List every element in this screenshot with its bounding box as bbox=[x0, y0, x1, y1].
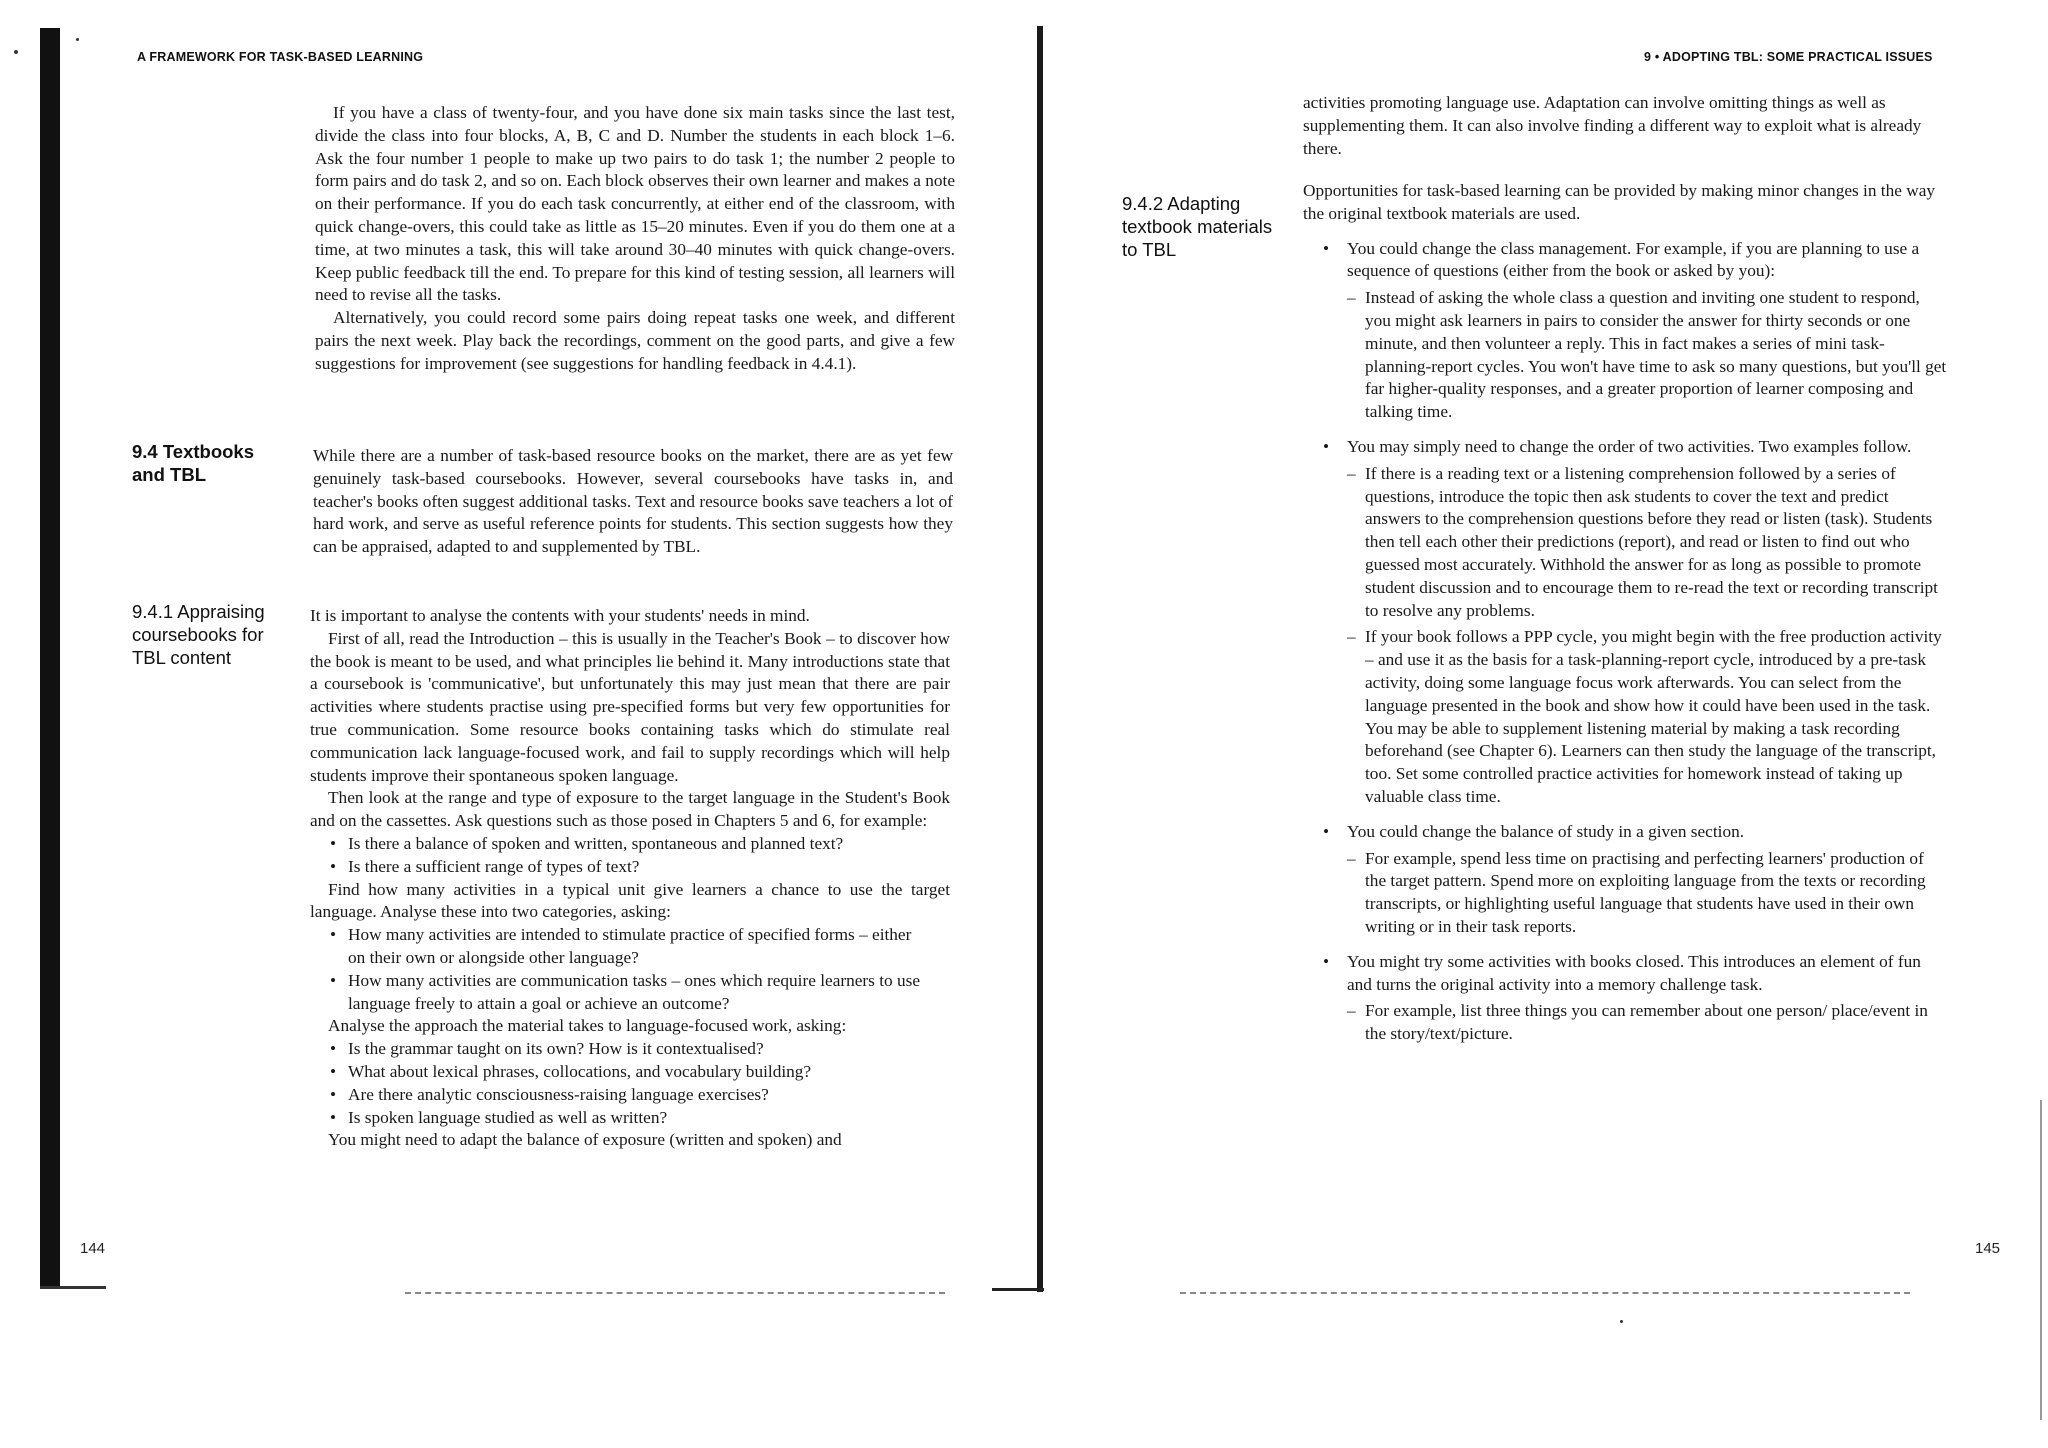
section-heading-9-4-2 bbox=[1122, 192, 1282, 261]
sub-item-text: Instead of asking the whole class a question and inviting one student to respond, you might ask learners in pairs to consider the answer for thirty seconds or one minute, and then volunteer a reply. This in fact makes a series of mini task-planning-report cycles. You won't have time to ask so many questions, but you'll get far higher-quality responses, and a greater proportion of learner composing and talking time. bbox=[1365, 288, 1947, 422]
scan-right-edge bbox=[2040, 1100, 2042, 1420]
sub-item-text: If your book follows a PPP cycle, you might begin with the free production activity – and use it as the basis for a task-planning-report cycle, introduced by a pre-task activity, doing some language focus work afterwards. You can select from the language presented in the book and show how it could have been used in the task. You may be able to supplement listening material by making a task recording beforehand (see Chapter 6). Learners can then study the language of the transcript, too. Set some controlled practice activities for homework instead of taking up valuable class time. bbox=[1365, 627, 1942, 806]
heading-line: 9.4.1 Appraising bbox=[132, 601, 265, 622]
paragraph: It is important to analyse the contents with your students' needs in mind. bbox=[310, 606, 810, 625]
scan-dash-line bbox=[1180, 1292, 1910, 1295]
list-item: • Are there analytic consciousness-raising language exercises? bbox=[326, 1084, 950, 1107]
scan-speck bbox=[1620, 1320, 1623, 1323]
heading-line: to TBL bbox=[1122, 239, 1177, 260]
list-item bbox=[1323, 238, 1948, 424]
section-9-4-text bbox=[313, 445, 953, 559]
right-page-number: 145 bbox=[1975, 1240, 2001, 1257]
list-item bbox=[1323, 951, 1948, 1046]
scan-edge-mark bbox=[40, 1286, 106, 1289]
sub-item-text: For example, list three things you can remember about one person/ place/event in the story/text/picture. bbox=[1365, 1001, 1928, 1044]
left-page-number: 144 bbox=[80, 1240, 106, 1257]
paragraph: Opportunities for task-based learning can be provided by making minor changes in the way the original textbook materials are used. bbox=[1303, 181, 1936, 223]
list-item: • Is there a balance of spoken and written, spontaneous and planned text? bbox=[326, 833, 950, 856]
sub-item bbox=[1347, 848, 1948, 939]
list-item: • What about lexical phrases, collocations, and vocabulary building? bbox=[326, 1061, 950, 1084]
heading-line: and TBL bbox=[132, 464, 206, 485]
bullet-list-activities bbox=[326, 924, 926, 1015]
list-item bbox=[1323, 436, 1948, 809]
scan-dash-line bbox=[405, 1292, 945, 1295]
heading-line: coursebooks for bbox=[132, 624, 264, 645]
dash: – bbox=[1347, 848, 1356, 868]
sub-item bbox=[1347, 626, 1948, 808]
paragraph: Analyse the approach the material takes to language-focused work, asking: bbox=[328, 1016, 847, 1036]
item-text: You could change the balance of study in a given section. bbox=[1347, 821, 1745, 841]
scan-speck bbox=[76, 38, 79, 41]
dash: – bbox=[1347, 288, 1356, 308]
right-continued-text bbox=[1303, 92, 1943, 160]
bullet-list-exposure bbox=[326, 833, 950, 879]
dash: – bbox=[1347, 463, 1356, 483]
sub-item bbox=[1347, 287, 1948, 424]
book-gutter bbox=[1037, 26, 1043, 1292]
sub-item-text: If there is a reading text or a listening comprehension followed by a series of questions, introduce the topic then ask students to cover the text and predict answers to the comprehension questions before they read or listen (task). Students then tell each other their predictions (report), and read or listen to find out who guessed most accurately. Withhold the answer for as long as possible to promote student discussion and to encourage them to re-read the text or recording transcript to resolve any problems. bbox=[1365, 463, 1938, 620]
item-text: You could change the class management. For example, if you are planning to use a sequence of questions (either from the book or asked by you): bbox=[1347, 238, 1920, 281]
item-text: You might try some activities with books closed. This introduces an element of fun and turns the original activity into a memory challenge task. bbox=[1347, 951, 1921, 994]
paragraph: You might need to adapt the balance of exposure (written and spoken) and bbox=[328, 1130, 842, 1150]
paragraph: First of all, read the Introduction – this is usually in the Teacher's Book – to discover how the book is meant to be used, and what principles lie behind it. Many introductions state that a coursebook is 'communicative', but unfortunately this may just mean that there are pair activities where students practise using pre-specified forms but very few opportunities for true communication. Some resource books containing tasks which do stimulate real communication lack language-focused work, and fail to supply recordings which will help students improve their spontaneous spoken language. bbox=[310, 628, 950, 785]
list-item: • Is spoken language studied as well as written? bbox=[326, 1107, 950, 1130]
right-running-head: 9 • ADOPTING TBL: SOME PRACTICAL ISSUES bbox=[1644, 50, 1933, 64]
sub-item-text: For example, spend less time on practising and perfecting learners' production of the target pattern. Spend more on exploiting language from the texts or recording transcripts, or highlighting useful language that students have used in their own writing or in their task reports. bbox=[1365, 848, 1926, 936]
bullet: • bbox=[1323, 238, 1330, 258]
list-item: • Is the grammar taught on its own? How is it contextualised? bbox=[326, 1038, 950, 1061]
item-text: You may simply need to change the order of two activities. Two examples follow. bbox=[1347, 436, 1912, 456]
heading-line: 9.4 Textbooks bbox=[132, 441, 255, 462]
bullet: • bbox=[1323, 821, 1330, 841]
paragraph: Alternatively, you could record some pairs doing repeat tasks one week, and different pairs the next week. Play back the recordings, comment on the good parts, and give a few suggestions for improvement (see suggestions for handling feedback in 4.4.1). bbox=[315, 308, 955, 373]
section-heading-9-4 bbox=[132, 440, 292, 486]
left-intro-text bbox=[315, 102, 955, 376]
paragraph: While there are a number of task-based resource books on the market, there are as yet few genuinely task-based coursebooks. However, several coursebooks have tasks in, and teacher's books often suggest additional tasks. Text and resource books save teachers a lot of hard work, and serve as useful reference points for students. This section suggests how they can be appraised, adapted to and supplemented by TBL. bbox=[313, 446, 953, 557]
paragraph: If you have a class of twenty-four, and you have done six main tasks since the last test, divide the class into four blocks, A, B, C and D. Number the students in each block 1–6. Ask the four number 1 people to make up two pairs to do task 1; the number 2 people to form pairs and do task 2, and so on. Each block observes their own learner and makes a note on their performance. If you do each task concurrently, at either end of the classroom, with quick change-overs, this could take as little as 15–20 minutes. Even if you do them one at a time, at two minutes a task, this will take around 30–40 minutes with quick change-overs. Keep public feedback till the end. To prepare for this kind of testing session, all learners will need to revise all the tasks. bbox=[315, 103, 955, 305]
bullet: • bbox=[1323, 951, 1330, 971]
scan-speck bbox=[14, 50, 18, 54]
gutter-foot-mark bbox=[992, 1288, 1044, 1291]
list-item bbox=[1323, 821, 1948, 939]
sub-item bbox=[1347, 1000, 1948, 1046]
bullet: • bbox=[1323, 436, 1330, 456]
list-item: • Is there a sufficient range of types of text? bbox=[326, 856, 950, 879]
paragraph: activities promoting language use. Adaptation can involve omitting things as well as supplementing them. It can also involve finding a different way to exploit what is already there. bbox=[1303, 93, 1922, 158]
paragraph: Then look at the range and type of exposure to the target language in the Student's Book and on the cassettes. Ask questions such as those posed in Chapters 5 and 6, for example: bbox=[310, 788, 950, 831]
list-item: • How many activities are communication tasks – ones which require learners to use language freely to attain a goal or achieve an outcome? bbox=[326, 970, 926, 1016]
heading-line: TBL content bbox=[132, 647, 232, 668]
dash: – bbox=[1347, 1001, 1356, 1021]
bullet-list-language-focus bbox=[326, 1038, 950, 1129]
dash: – bbox=[1347, 627, 1356, 647]
heading-line: textbook materials bbox=[1122, 216, 1273, 237]
list-item: • How many activities are intended to stimulate practice of specified forms – either on their own or alongside other language? bbox=[326, 924, 926, 970]
section-9-4-1-text bbox=[310, 605, 950, 1152]
paragraph: Find how many activities in a typical unit give learners a chance to use the target language. Analyse these into two categories, asking: bbox=[310, 879, 950, 922]
section-9-4-2-text bbox=[1303, 180, 1948, 1046]
heading-line: 9.4.2 Adapting bbox=[1122, 193, 1241, 214]
section-heading-9-4-1 bbox=[132, 600, 302, 669]
sub-item bbox=[1347, 463, 1948, 623]
scan-binding-edge-left bbox=[40, 28, 60, 1288]
left-running-head: A FRAMEWORK FOR TASK-BASED LEARNING bbox=[137, 50, 424, 64]
